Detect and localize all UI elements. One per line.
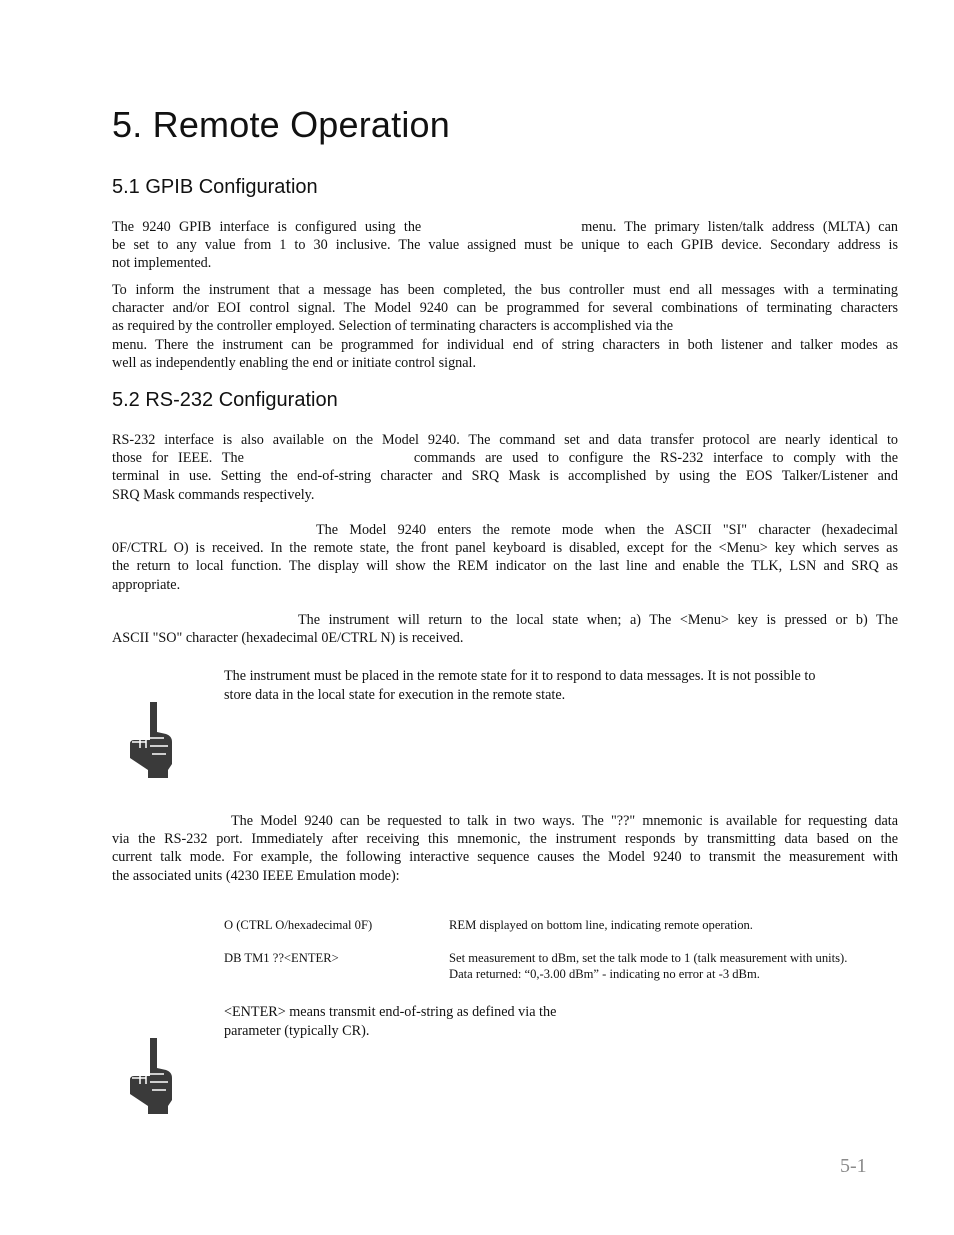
rs232-p2-line-3: the return to local function. The display will show the REM indicator on the last line and enable the TLK, LSN and SRQ as: [112, 558, 898, 575]
rs232-p4-line-1: The Model 9240 can be requested to talk in two ways. The "??" mnemonic is available for requesting data: [231, 813, 898, 829]
gpib-paragraph-1: [112, 218, 898, 273]
gpib-paragraph-2: [112, 281, 898, 372]
gpib-p2-line-5: well as independently enabling the end or initiate control signal.: [112, 354, 477, 371]
sequence-description-2: Set measurement to dBm, set the talk mode to 1 (talk measurement with units). Data returned: “0,-3.00 dBm” - indicating no error at -3 dBm.: [449, 951, 848, 981]
gpib-p1-line-1: The 9240 GPIB interface is configured using the menu. The primary listen/talk address (MLTA) can: [112, 219, 898, 235]
rs232-p1-line-1: RS-232 interface is also available on the Model 9240. The command set and data transfer protocol are nearly identical to: [112, 432, 898, 448]
rs232-paragraph-4: [112, 812, 898, 885]
rs232-paragraph-1: [112, 431, 898, 504]
rs232-paragraph-3: [112, 611, 898, 647]
gpib-p1-line-3: not implemented.: [112, 255, 212, 272]
sequence-command-1: O (CTRL O/hexadecimal 0F): [224, 918, 373, 932]
rs232-p4-line-3: current talk mode. For example, the following interactive sequence causes the Model 9240 to transmit the measurement with: [112, 849, 898, 866]
pointing-hand-icon: [126, 1038, 178, 1114]
rs232-p2-line-2: 0F/CTRL O) is received. In the remote state, the front panel keyboard is disabled, except for the <Menu> key which serves as: [112, 540, 898, 557]
page-number: 5-1: [840, 1155, 867, 1177]
note2-line-1: <ENTER> means transmit end-of-string as defined via the: [224, 1004, 557, 1020]
rs232-p1-line-2: those for IEEE. The commands are used to configure the RS-232 interface to comply with the: [112, 450, 898, 467]
gpib-p2-line-3: as required by the controller employed. Selection of terminating characters is accomplished via the: [112, 318, 673, 335]
gpib-p1-line-2: be set to any value from 1 to 30 inclusive. The value assigned must be unique to each GPIB device. Secondary address is: [112, 237, 898, 254]
gpib-p2-line-1: To inform the instrument that a message has been completed, the bus controller must end all messages with a terminating: [112, 282, 898, 298]
rs232-p2-line-4: appropriate.: [112, 576, 181, 593]
rs232-p4-line-2: via the RS-232 port. Immediately after receiving this mnemonic, the instrument responds by transmitting data based on the: [112, 831, 898, 848]
chapter-title: 5. Remote Operation: [112, 104, 450, 145]
sequence-description-1: REM displayed on bottom line, indicating remote operation.: [449, 918, 753, 932]
sequence-command-2: DB TM1 ??<ENTER>: [224, 951, 339, 965]
note1-line-1: The instrument must be placed in the remote state for it to respond to data messages. It is not possible to: [224, 668, 816, 684]
rs232-p3-line-1: The instrument will return to the local state when; a) The <Menu> key is pressed or b) The: [298, 612, 898, 628]
section-title-rs232: 5.2 RS-232 Configuration: [112, 389, 338, 411]
note1-line-2: store data in the local state for execution in the remote state.: [224, 687, 566, 703]
note2-line-2: parameter (typically CR).: [224, 1023, 370, 1039]
pointing-hand-icon: [126, 702, 178, 778]
section-title-gpib: 5.1 GPIB Configuration: [112, 176, 318, 198]
rs232-p1-line-4: SRQ Mask commands respectively.: [112, 486, 315, 503]
rs232-p1-line-3: terminal in use. Setting the end-of-string character and SRQ Mask is accomplished by using the EOS Talker/Listener and: [112, 468, 898, 485]
gpib-p2-line-4: menu. There the instrument can be programmed for individual end of string characters in both listener and talker modes as: [112, 336, 898, 353]
gpib-p2-line-2: character and/or EOI control signal. The Model 9240 can be programmed for several combinations of terminating characters: [112, 300, 898, 317]
rs232-p2-line-1: The Model 9240 enters the remote mode when the ASCII "SI" character (hexadecimal: [316, 522, 898, 538]
note-enter-definition: [224, 1003, 884, 1041]
rs232-paragraph-2: [112, 521, 898, 594]
note-remote-state: [224, 667, 884, 705]
rs232-p3-line-2: ASCII "SO" character (hexadecimal 0E/CTRL N) is received.: [112, 630, 464, 647]
rs232-p4-line-4: the associated units (4230 IEEE Emulation mode):: [112, 867, 400, 884]
